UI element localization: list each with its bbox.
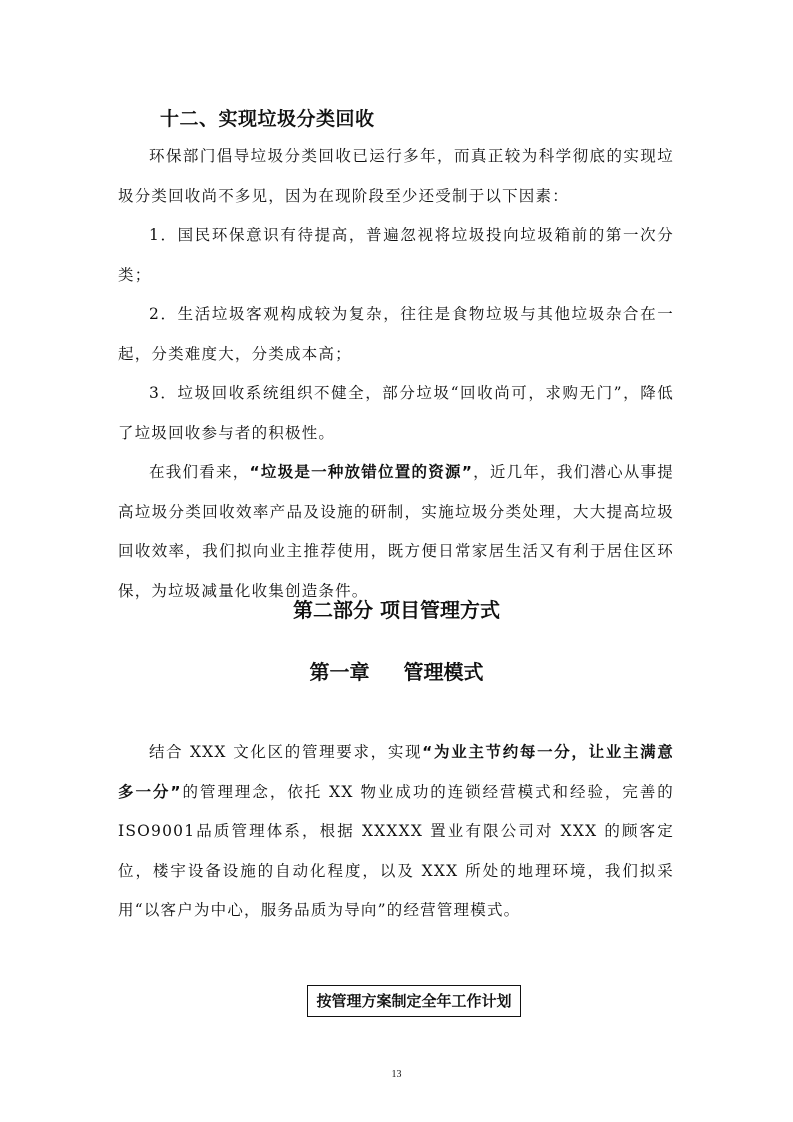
chapter-title: 管理模式 — [403, 660, 484, 684]
flowchart-box: 按管理方案制定全年工作计划 — [307, 985, 521, 1017]
management-lead: 结合 XXX 文化区的管理要求，实现 — [149, 743, 423, 761]
section-body — [118, 137, 674, 611]
chapter-body — [118, 733, 674, 931]
part-heading: 第二部分 项目管理方式 — [293, 598, 500, 622]
conclusion-rest: ，近几年，我们潜心从事提高垃圾分类回收效率产品及设施的研制，实施垃圾分类处理，大大提高垃圾回收效率，我们拟向业主推荐使用，既方便日常家居生活又有利于居住区环保，为垃圾减量化收集创造条件。 — [118, 463, 674, 600]
chapter-heading — [0, 656, 793, 685]
section-heading: 十二、实现垃圾分类回收 — [160, 108, 375, 130]
paragraph-conclusion — [118, 453, 674, 611]
conclusion-emphasis: “垃圾是一种放错位置的资源” — [249, 463, 474, 481]
conclusion-lead: 在我们看来， — [149, 463, 250, 481]
management-rest: 的管理理念，依托 XX 物业成功的连锁经营模式和经验，完善的 ISO9001品质管理体系，根据 XXXXX 置业有限公司对 XXX 的顾客定位，楼宇设备设施的自动化程度，以及 XXX 所处的地理环境，我们拟采用“以客户为中心，服务品质为导向”的经营管理模式。 — [118, 782, 674, 919]
paragraph-factor-1: 1．国民环保意识有待提高，普遍忽视将垃圾投向垃圾箱前的第一次分类； — [118, 226, 674, 284]
chapter-number: 第一章 — [309, 660, 370, 684]
paragraph-management-mode — [118, 733, 674, 931]
paragraph-factor-3: 3．垃圾回收系统组织不健全，部分垃圾“回收尚可，求购无门”，降低了垃圾回收参与者的积极性。 — [118, 384, 674, 442]
paragraph-intro: 环保部门倡导垃圾分类回收已运行多年，而真正较为科学彻底的实现垃圾分类回收尚不多见，因为在现阶段至少还受制于以下因素： — [118, 147, 674, 205]
page-number: 13 — [391, 1069, 402, 1080]
paragraph-factor-2: 2．生活垃圾客观构成较为复杂，往往是食物垃圾与其他垃圾杂合在一起，分类难度大，分类成本高； — [118, 305, 674, 363]
management-emphasis: “为业主节约每一分，让业主满意多一分” — [118, 743, 674, 801]
